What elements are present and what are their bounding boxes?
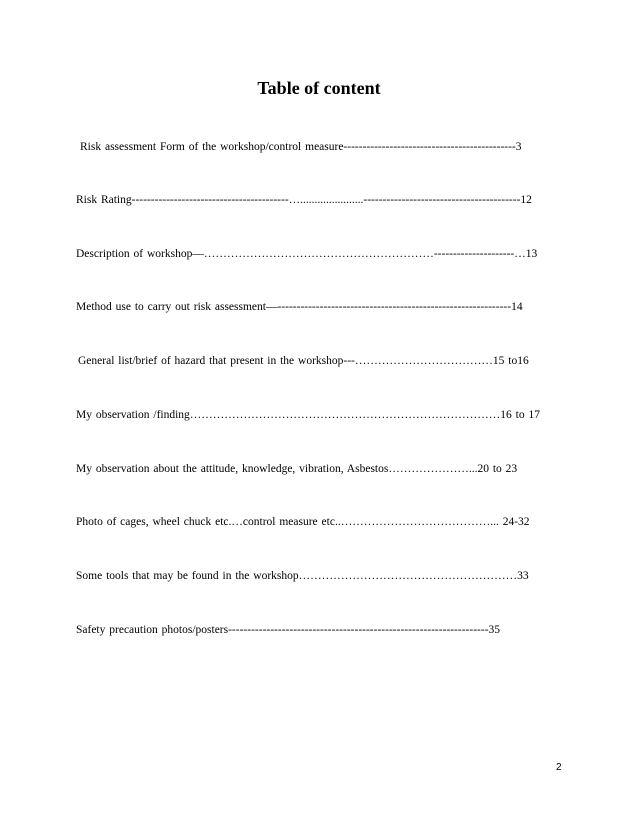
toc-entry-risk-rating: Risk Rating-----------------------------------------…......................-----------------------------------------12 (76, 194, 532, 206)
toc-entry-safety-precaution: Safety precaution photos/posters--------------------------------------------------------------------35 (76, 624, 501, 636)
toc-entry-hazard-list: General list/brief of hazard that present in the workshop---………………………………15 to16 (78, 355, 529, 367)
toc-entry-tools: Some tools that may be found in the workshop…………………………………………………33 (76, 570, 529, 582)
toc-entry-method: Method use to carry out risk assessment—-------------------------------------------------------------14 (76, 301, 523, 313)
toc-entry-photo-of-cages: Photo of cages, wheel chuck etc.…control measure etc..…………………………………... 24-32 (76, 516, 530, 528)
toc-entry-risk-assessment-form: Risk assessment Form of the workshop/control measure---------------------------------------------3 (80, 141, 522, 153)
toc-entry-observation-finding: My observation /finding………………………………………………………………………16 to 17 (76, 409, 540, 421)
toc-entry-observation-attitude: My observation about the attitude, knowledge, vibration, Asbestos…………………...20 to 23 (76, 463, 518, 475)
page-number: 2 (556, 762, 562, 773)
toc-title: Table of content (257, 78, 381, 98)
toc-entry-description-of-workshop: Description of workshop—……………………………………………………---------------------…13 (76, 248, 538, 260)
